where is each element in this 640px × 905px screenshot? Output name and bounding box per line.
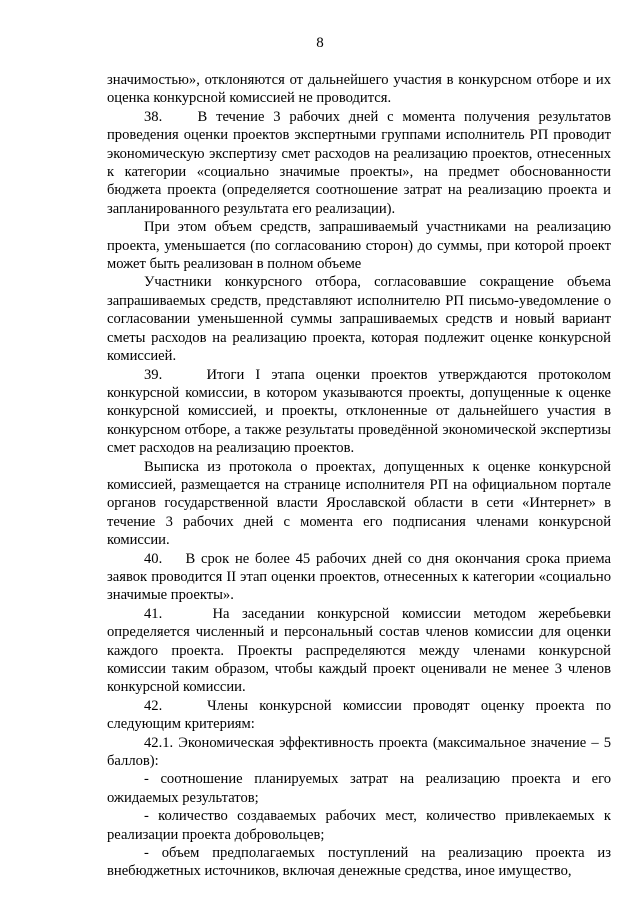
paragraph: Выписка из протокола о проектах, допущенных к оценке конкурсной комиссией, размещается на странице исполнителя РП на официальном портале органов государственной власти Ярославской области в сети «Интернет» в течение 3 рабочих дней с момента его подписания членами конкурсной комиссии. <box>107 458 611 549</box>
paragraph-continuation: значимостью», отклоняются от дальнейшего участия в конкурсном отборе и их оценка конкурсной комиссией не проводится. <box>107 72 611 107</box>
paragraph-item-40: 40. В срок не более 45 рабочих дней со дня окончания срока приема заявок проводится II этап оценки проектов, отнесенных к категории «социально значимые проекты». <box>107 550 611 604</box>
page-body <box>107 71 611 881</box>
paragraph-item-42-1: 42.1. Экономическая эффективность проекта (максимальное значение – 5 баллов): <box>107 734 611 770</box>
paragraph-item-38: 38. В течение 3 рабочих дней с момента получения результатов проведения оценки проектов экспертными группами исполнитель РП проводит экономическую экспертизу смет расходов на реализацию проектов, отнесенных к категории «социально значимые проекты», на предмет обоснованности бюджета проекта (определяется соотношение затрат на реализацию проекта и запланированного результата его реализации). <box>107 108 611 217</box>
paragraph: При этом объем средств, запрашиваемый участниками на реализацию проекта, уменьшается (по согласованию сторон) до суммы, при которой проект может быть реализован в полном объеме <box>107 219 611 273</box>
list-item: - количество создаваемых рабочих мест, количество привлекаемых к реализации проекта добровольцев; <box>107 808 611 843</box>
list-item: - объем предполагаемых поступлений на реализацию проекта из внебюджетных источников, включая денежные средства, иное имущество, <box>107 845 611 880</box>
paragraph: Участники конкурсного отбора, согласовавшие сокращение объема запрашиваемых средств, представляют исполнителю РП письмо-уведомление о согласовании уменьшенной суммы запрашиваемых средств и новый вариант сметы расходов на реализацию проекта, которая подлежит оценке конкурсной комиссией. <box>107 274 611 365</box>
page-number: 8 <box>316 35 324 51</box>
list-item: - соотношение планируемых затрат на реализацию проекта и его ожидаемых результатов; <box>107 771 611 806</box>
paragraph-item-41: 41. На заседании конкурсной комиссии методом жеребьевки определяется численный и персональный состав членов комиссии для оценки каждого проекта. Проекты распределяются между членами конкурсной комиссии таким образом, чтобы каждый проект оценивали не менее 3 членов конкурсной комиссии. <box>107 605 611 696</box>
paragraph-item-42: 42. Члены конкурсной комиссии проводят оценку проекта по следующим критериям: <box>107 697 611 733</box>
paragraph-item-39: 39. Итоги I этапа оценки проектов утверждаются протоколом конкурсной комиссии, в котором указываются проекты, допущенные к оценке конкурсной комиссией, и проекты, отклоненные от дальнейшего участия в конкурсном отборе, а также результаты проведённой экономической экспертизы смет расходов на реализацию проектов. <box>107 366 611 457</box>
